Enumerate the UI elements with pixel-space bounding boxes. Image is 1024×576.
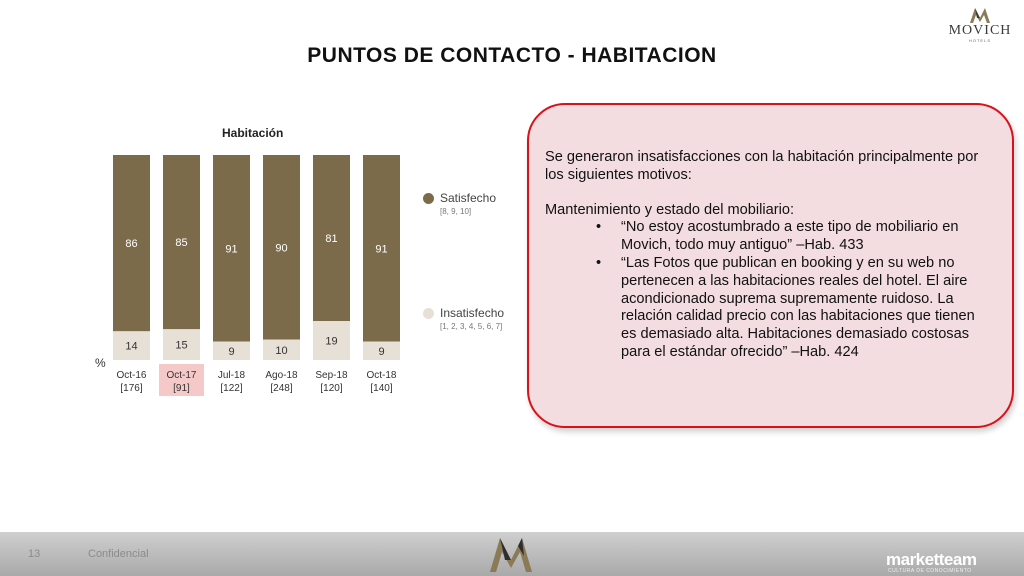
legend-swatch-satisfecho xyxy=(423,193,434,204)
data-label-insatisfecho: 15 xyxy=(175,339,188,352)
x-tick-label: Ago-18 xyxy=(265,370,298,381)
x-tick-sample-size: [248] xyxy=(270,383,293,394)
x-tick-sample-size: [140] xyxy=(370,383,393,394)
callout-bullet-text: “No estoy acostumbrado a este tipo de mobiliario en Movich, todo muy antiguo” –Hab. 433 xyxy=(621,219,959,254)
movich-monogram-icon xyxy=(969,6,991,24)
bullet-marker: • xyxy=(596,254,602,271)
x-tick-label: Oct-18 xyxy=(366,370,397,381)
data-label-insatisfecho: 9 xyxy=(228,345,235,358)
x-tick-sample-size: [91] xyxy=(173,383,190,394)
x-tick-label: Jul-18 xyxy=(217,370,246,381)
data-label-satisfecho: 90 xyxy=(275,242,288,255)
data-label-satisfecho: 91 xyxy=(375,243,388,256)
data-label-insatisfecho: 19 xyxy=(325,335,338,348)
callout-bullet-item xyxy=(545,255,985,362)
legend-label-insatisfecho: Insatisfecho xyxy=(440,306,505,320)
x-tick-sample-size: [176] xyxy=(120,383,143,394)
data-label-insatisfecho: 14 xyxy=(125,340,138,353)
movich-logo xyxy=(940,6,1020,46)
data-label-insatisfecho: 10 xyxy=(275,344,288,357)
chart-title: Habitación xyxy=(222,126,284,140)
x-tick-sample-size: [122] xyxy=(220,383,243,394)
callout-bullet-text: “Las Fotos que publican en booking y en su web no pertenecen a las habitaciones reales del hotel. El aire acondicionado suprema supremamente ruidoso. La relación calidad precio con las habitaciones que tienen es demasiado alta. Habitaciones demasiado costosas para el estándar ofrecido” –Hab. 424 xyxy=(621,254,975,360)
data-label-satisfecho: 85 xyxy=(175,237,188,250)
legend-swatch-insatisfecho xyxy=(423,308,434,319)
callout-intro: Se generaron insatisfacciones con la habitación principalmente por los siguientes motivos: xyxy=(545,149,979,183)
x-tick-label: Sep-18 xyxy=(315,370,348,381)
marketteam-tagline: CULTURA DE CONOCIMIENTO xyxy=(888,568,972,574)
data-label-insatisfecho: 9 xyxy=(378,345,385,358)
data-label-satisfecho: 91 xyxy=(225,243,238,256)
x-tick-label: Oct-17 xyxy=(166,370,197,381)
x-tick-sample-size: [120] xyxy=(320,383,343,394)
data-label-satisfecho: 86 xyxy=(125,238,138,251)
movich-footer-monogram-icon xyxy=(488,534,534,574)
logo-subtext: HOTELS xyxy=(968,38,991,43)
x-tick-label: Oct-16 xyxy=(116,370,147,381)
y-axis-label: % xyxy=(95,356,106,370)
insight-callout-text xyxy=(545,149,985,362)
page-title: PUNTOS DE CONTACTO - HABITACION xyxy=(307,44,717,67)
logo-wordmark: MOVICH xyxy=(948,23,1012,38)
bullet-marker: • xyxy=(596,219,602,236)
marketteam-logo: marketteam xyxy=(886,550,977,569)
legend-sublabel-insatisfecho: [1, 2, 3, 4, 5, 6, 7] xyxy=(440,322,503,331)
legend-sublabel-satisfecho: [8, 9, 10] xyxy=(440,207,472,216)
callout-heading: Mantenimiento y estado del mobiliario: xyxy=(545,201,795,218)
data-label-satisfecho: 81 xyxy=(325,233,338,246)
stacked-bar-chart xyxy=(90,150,420,400)
callout-bullet-list xyxy=(545,219,985,361)
confidential-label: Confidencial xyxy=(88,548,149,560)
legend-label-satisfecho: Satisfecho xyxy=(440,191,497,205)
page-number: 13 xyxy=(28,548,41,560)
callout-bullet-item xyxy=(545,219,985,255)
